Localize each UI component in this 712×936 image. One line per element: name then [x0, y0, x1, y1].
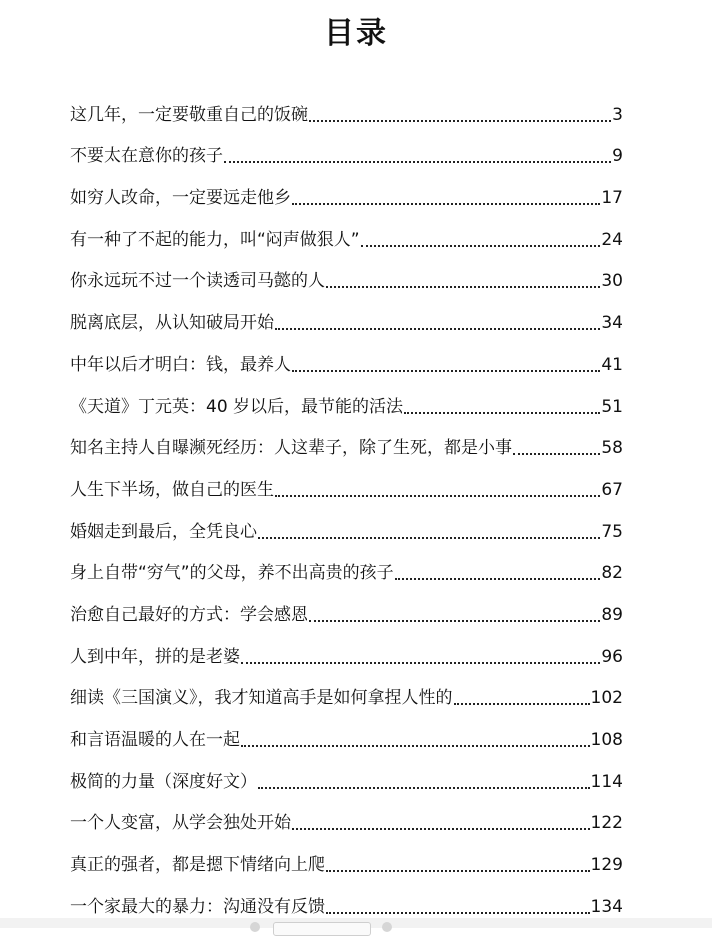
toc-entry-page: 89	[601, 604, 623, 625]
toc-entry[interactable]	[70, 834, 623, 876]
toc-entry-page: 75	[601, 521, 623, 542]
toc-entry-title: 治愈自己最好的方式：学会感恩	[70, 604, 308, 625]
toc-entry-title: 婚姻走到最后，全凭良心	[70, 521, 257, 542]
toc-entry-page: 122	[590, 813, 623, 834]
toc-entry-page: 51	[601, 396, 623, 417]
toc-entry-page: 58	[601, 438, 623, 459]
toc-entry-page: 129	[590, 855, 623, 876]
toc-entry-page: 108	[590, 730, 623, 750]
toc-entry-title: 不要太在意你的孩子	[70, 146, 223, 167]
toc-leader-dots	[241, 661, 600, 664]
toc-leader-dots	[258, 786, 590, 789]
toc-leader-dots	[275, 494, 600, 497]
toc-entry-title: 极简的力量（深度好文）	[70, 771, 257, 792]
toc-entry-title: 知名主持人自曝濒死经历：人这辈子，除了生死，都是小事	[70, 438, 512, 459]
toc-entry-title: 一个家最大的暴力：沟通没有反馈	[70, 896, 325, 917]
toc-entry[interactable]	[70, 584, 623, 626]
next-page-icon[interactable]	[382, 922, 392, 932]
toc-entry[interactable]	[70, 709, 623, 751]
toc-entry[interactable]	[70, 84, 623, 126]
toc-entry-page: 3	[612, 104, 623, 125]
table-of-contents	[70, 84, 623, 918]
toc-entry[interactable]	[70, 543, 623, 585]
toc-leader-dots	[241, 744, 590, 747]
toc-entry[interactable]	[70, 126, 623, 168]
toc-entry-page: 67	[601, 479, 623, 500]
toc-entry-title: 人生下半场，做自己的医生	[70, 479, 274, 500]
toc-entry-page: 9	[612, 146, 623, 167]
toc-entry[interactable]	[70, 668, 623, 710]
toc-leader-dots	[361, 244, 601, 247]
toc-entry-title: 一个人变富，从学会独处开始	[70, 813, 291, 834]
toc-entry[interactable]	[70, 418, 623, 460]
toc-entry-title: 和言语温暖的人在一起	[70, 730, 240, 750]
toc-entry-page: 41	[601, 354, 623, 375]
page-title: 目录	[324, 16, 388, 51]
toc-entry[interactable]	[70, 334, 623, 376]
toc-leader-dots	[309, 119, 611, 122]
toc-leader-dots	[292, 202, 600, 205]
toc-entry-title: 脱离底层，从认知破局开始	[70, 313, 274, 334]
toc-leader-dots	[309, 619, 600, 622]
toc-entry-page: 24	[601, 229, 623, 250]
toc-entry[interactable]	[70, 251, 623, 293]
toc-entry-title: 身上自带“穷气”的父母，养不出高贵的孩子	[70, 563, 394, 584]
toc-entry-title: 真正的强者，都是摁下情绪向上爬	[70, 855, 325, 876]
toc-leader-dots	[326, 911, 590, 914]
toc-leader-dots	[326, 869, 590, 872]
toc-entry-title: 人到中年，拼的是老婆	[70, 646, 240, 667]
toc-entry-page: 30	[601, 271, 623, 292]
toc-entry[interactable]	[70, 501, 623, 543]
toc-entry-title: 《天道》丁元英：40 岁以后，最节能的活法	[70, 396, 404, 417]
toc-leader-dots	[224, 160, 611, 163]
toc-entry[interactable]	[70, 459, 623, 501]
toc-leader-dots	[292, 369, 600, 372]
toc-entry-page: 34	[601, 313, 623, 334]
toc-entry-page: 134	[590, 896, 623, 917]
toc-leader-dots	[258, 536, 600, 539]
toc-entry[interactable]	[70, 167, 623, 209]
toc-entry[interactable]	[70, 626, 623, 668]
toc-entry-title: 这几年，一定要敬重自己的饭碗	[70, 104, 308, 125]
toc-leader-dots	[454, 702, 590, 705]
toc-entry[interactable]	[70, 376, 623, 418]
toc-entry[interactable]	[70, 209, 623, 251]
toc-entry-title: 细读《三国演义》，我才知道高手是如何拿捏人性的	[70, 688, 453, 709]
prev-page-icon[interactable]	[250, 922, 260, 932]
toc-entry-title: 中年以后才明白：钱，最养人	[70, 354, 291, 375]
toc-entry[interactable]	[70, 292, 623, 334]
toc-leader-dots	[395, 577, 601, 580]
toc-entry-title: 有一种了不起的能力，叫“闷声做狠人”	[70, 229, 360, 250]
toc-entry-page: 102	[590, 688, 623, 709]
page-indicator-box[interactable]	[273, 922, 371, 936]
toc-entry-title: 你永远玩不过一个读透司马懿的人	[70, 271, 325, 292]
toc-entry-page: 17	[601, 188, 623, 209]
toc-leader-dots	[292, 827, 590, 830]
toc-entry[interactable]	[70, 793, 623, 835]
toc-leader-dots	[326, 285, 600, 288]
toc-leader-dots	[275, 327, 600, 330]
toc-leader-dots	[513, 452, 600, 455]
toc-entry[interactable]	[70, 751, 623, 793]
toc-entry[interactable]	[70, 876, 623, 918]
toc-leader-dots	[404, 411, 600, 414]
toc-entry-page: 114	[590, 771, 623, 792]
toc-entry-page: 96	[601, 646, 623, 667]
toc-entry-title: 如穷人改命，一定要远走他乡	[70, 188, 291, 209]
toc-entry-page: 82	[601, 563, 623, 584]
